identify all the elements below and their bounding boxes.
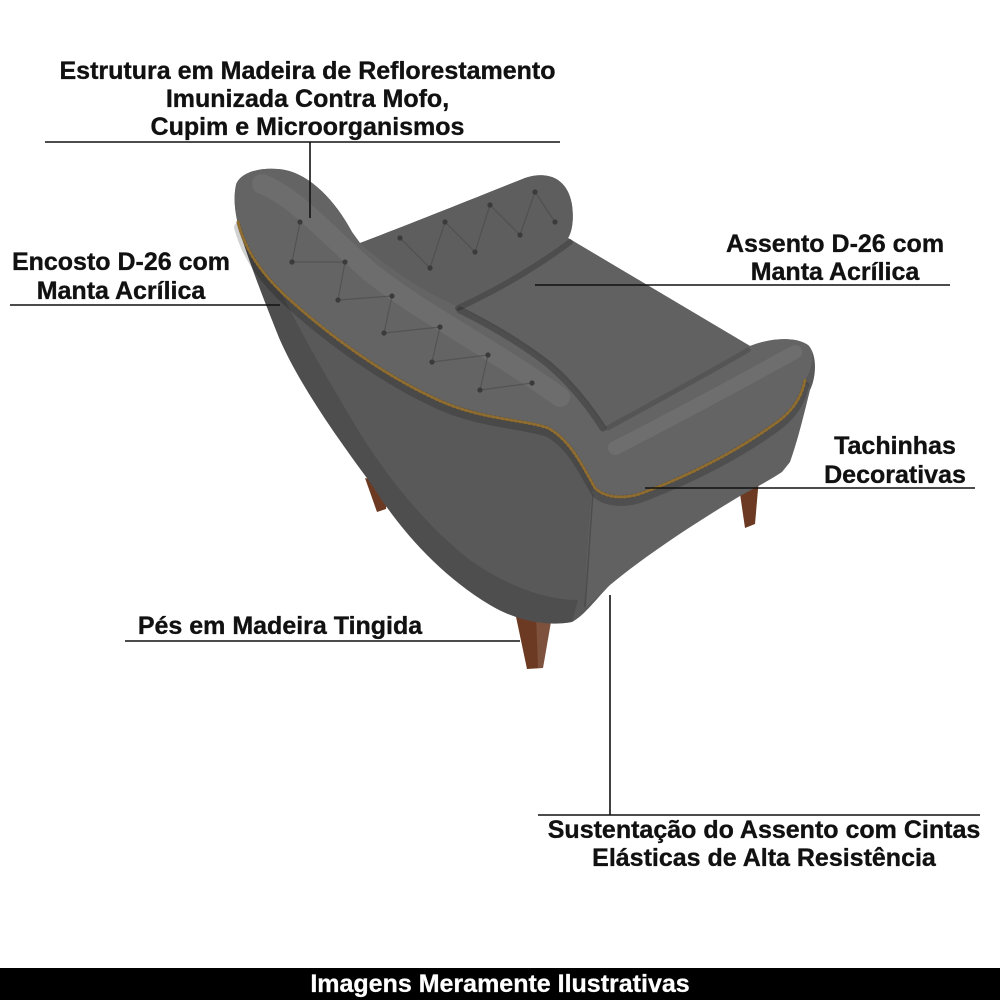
tuft-button (335, 297, 340, 302)
tuft-button (477, 387, 482, 392)
callout-assento-line-2: Manta Acrílica (750, 258, 920, 286)
tuft-button (381, 330, 386, 335)
callout-tachinhas-line-2: Decorativas (824, 461, 966, 489)
tuft-button (517, 232, 522, 237)
tuft-button (487, 202, 492, 207)
tuft-button (427, 265, 432, 270)
tuft-button (472, 249, 477, 254)
tuft-button (429, 359, 434, 364)
tuft-button (289, 259, 294, 264)
callout-estrutura-line-3: Cupim e Microorganismos (150, 113, 465, 141)
callout-sustentacao-line-2: Elásticas de Alta Resistência (592, 844, 936, 872)
disclaimer-text: Imagens Meramente Ilustrativas (310, 970, 690, 998)
tuft-button (397, 235, 402, 240)
tuft-button (485, 352, 490, 357)
callout-tachinhas (810, 432, 980, 490)
callout-assento (715, 230, 955, 286)
tuft-button (552, 219, 557, 224)
callout-pes (125, 612, 435, 640)
tuft-button (389, 293, 394, 298)
tuft-button (437, 324, 442, 329)
tuft-button (442, 219, 447, 224)
callout-estrutura-line-2: Imunizada Contra Mofo, (165, 85, 450, 113)
tuft-button (529, 380, 534, 385)
tuft-button (532, 189, 537, 194)
tuft-button (342, 259, 347, 264)
callout-encosto-line-1: Encosto D-26 com (11, 248, 231, 276)
callout-sustentacao-line-1: Sustentação do Assento com Cintas (547, 816, 981, 844)
callout-pes-line-1: Pés em Madeira Tingida (137, 612, 423, 640)
callout-tachinhas-line-1: Tachinhas (834, 432, 956, 460)
callout-encosto-line-2: Manta Acrílica (36, 277, 206, 305)
callout-estrutura (40, 57, 575, 141)
disclaimer-bar (0, 968, 1000, 1000)
callout-sustentacao (538, 816, 990, 872)
callout-assento-line-1: Assento D-26 com (725, 230, 945, 258)
callout-estrutura-line-1: Estrutura em Madeira de Reflorestamento (59, 57, 556, 85)
tuft-button (297, 219, 302, 224)
callout-encosto (0, 248, 242, 306)
